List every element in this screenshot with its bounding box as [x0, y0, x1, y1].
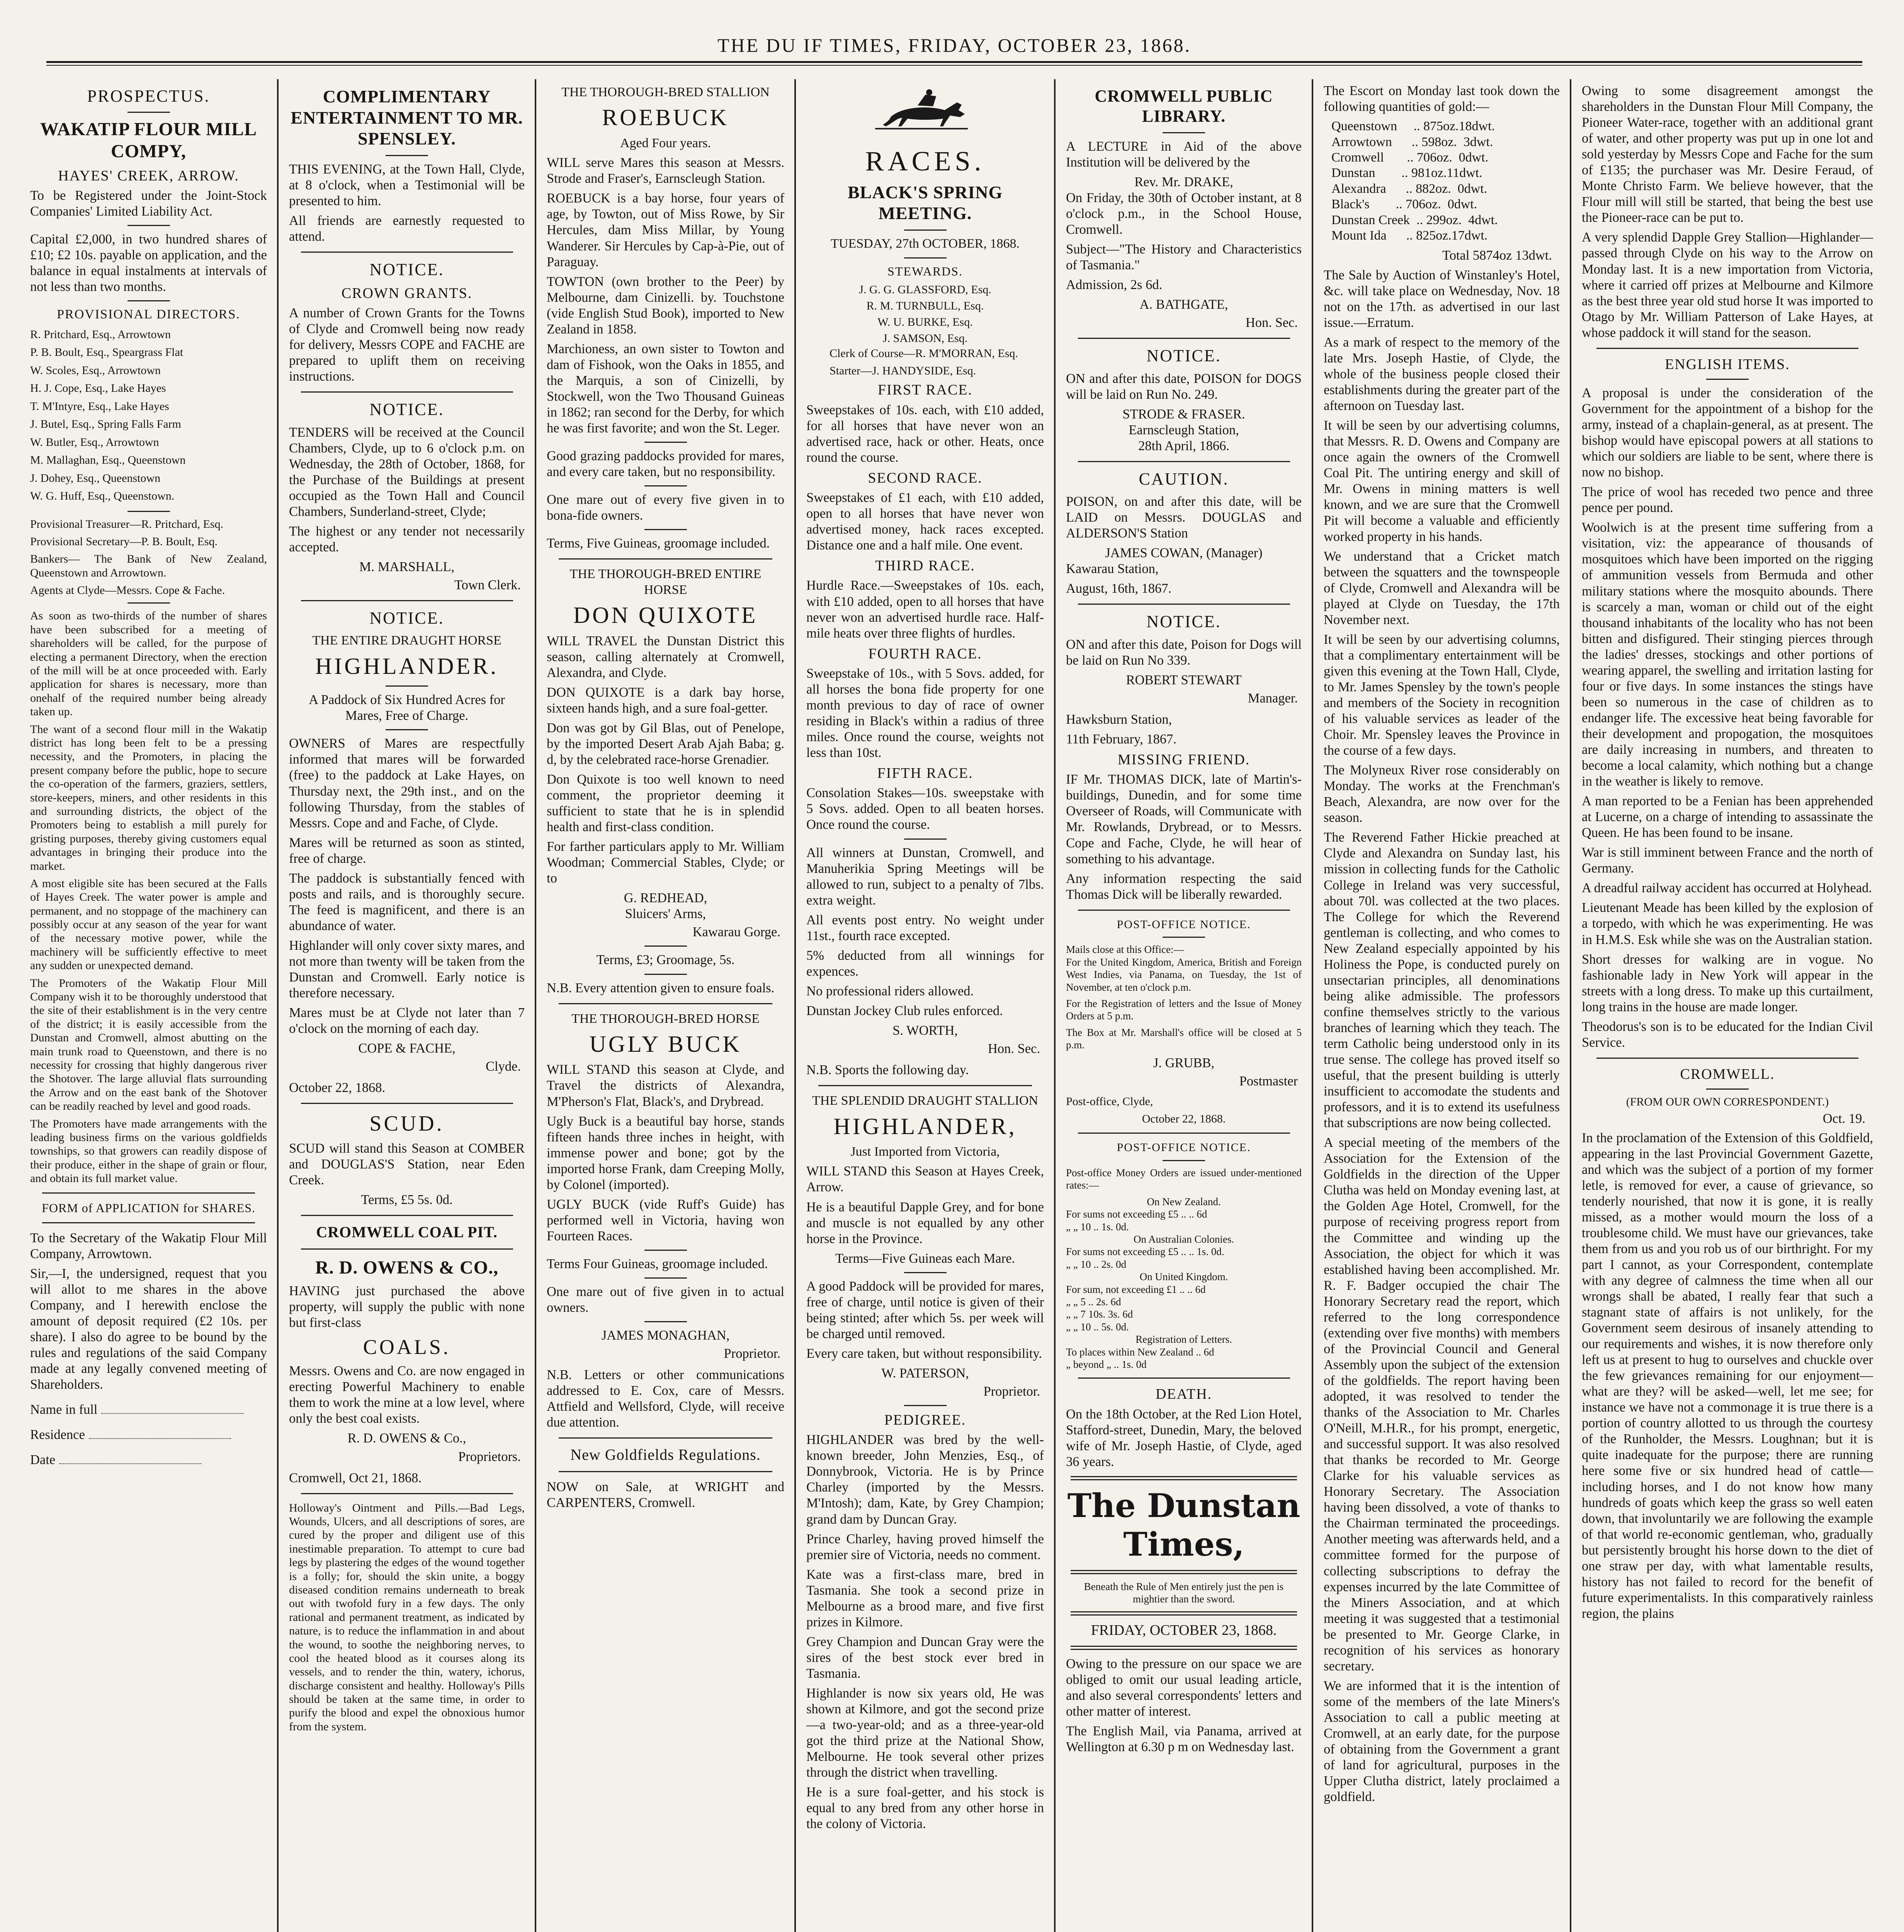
- divider: [904, 838, 947, 840]
- scud-heading: SCUD.: [369, 1112, 444, 1136]
- divider: [1596, 1058, 1859, 1059]
- jockey-club-rule: Dunstan Jockey Club rules enforced.: [806, 1003, 1003, 1018]
- advert-date: October 22, 1868.: [289, 1080, 386, 1095]
- coals-heading: COALS.: [363, 1335, 451, 1359]
- registration-text: To be Registered under the Joint-Stock Companies' Limited Liability Act.: [30, 188, 267, 219]
- fourth-race-heading: FOURTH RACE.: [868, 645, 982, 662]
- bathgate-signature: A. BATHGATE,: [1139, 297, 1228, 312]
- clerk-of-course: Clerk of Course—R. M'MORRAN, Esq.: [830, 347, 1018, 360]
- news-para-8: A special meeting of the members of the Association for the Extension of the Goldfields in the direction of the Upper Clutha was held on Monday evening last, at the Golden Age Hotel, Cromwell, for the purpose of receiving progress report from the Committee and winding up the Association, the object for which it was established having been accomplished. Mr. R. F. Badger occupied the chair The Honorary Secretary read the report, which referred to the long correspondence (extending over five months) with members of the Provincial Council and General Assembly upon the subject of the extension of the goldfields. The report having been adopted, it was resolved to tender the thanks of the Association to Mr. Charles O'Neill, M.H.R., for his prompt, energetic, and successful support. It was also resolved that thanks be recorded to Mr. George Clarke for his valuable services as Honorary Secretary. The Association having been dissolved, a vote of thanks to the Chairman terminated the proceedings. Another meeting was afterwards held, and a committee formed for the purpose of collecting subscriptions to defray the expenses incurred by the late Committee of the Miners Association, and at which meeting it was suggested that a testimonial be presented to Mr. George Clarke, in recognition of his services as honorary secretary.: [1324, 1135, 1560, 1673]
- name-blank: [101, 1413, 243, 1414]
- news-para-6: The Molyneux River rose considerably on Monday. The works at the Frenchman's Beach, Alexandra, are now over for the season.: [1324, 763, 1560, 825]
- aus-rates-heading: On Australian Colonies.: [1133, 1233, 1234, 1245]
- first-race-text: Sweepstakes of 10s. each, with £10 added, for all horses that have never won an advertised race, hack or other. Heats, once round the course.: [806, 402, 1044, 465]
- english-item-3: Woolwich is at the present time suffering from a visitation, viz: the appearance of thousands of mosquitoes which have been imported on the rigging of ammunition vessels from Bermuda and other military stations where the mosquito abounds. There is scarcely a man, woman or child out of the eight thousand inhabitants of the locality who has not been bitten and disfigured. Their stinging pierces through the ladies' dresses, stockings and other portions of wearing apparel, the swelling and irritation lasting for four or five days. In some instances the stings have been so numerous in the case of children as to endanger life. The excessive heat being favorable for their development and propogation, the mosquitoes are daily increasing in numbers, and threaten to become a local calamity, which nothing but a change in the weather is likely to remove.: [1582, 520, 1873, 789]
- company-name: WAKATIP FLOUR MILL COMPY,: [40, 119, 257, 162]
- news-para-7: The Reverend Father Hickie preached at Clyde and Alexandra on Sunday last, his mission in collecting funds for the Catholic College in Ireland was very successful, about 70l. was collected at the two places. The College for which the Reverend gentleman is collecting, and who comes to New Zealand especially appointed by his Holiness the Pope, is conducted purely on unsectarian principles, all denominations being alike admissible. The professors confine themselves strictly to the various branches of learning which they teach. The term Catholic being understood only in its true sense. The college has proved itself so useful, that the present building is utterly insufficient to accomodate the students and professors, and it is to extend its usefulness that subscriptions are now being collected.: [1324, 830, 1560, 1131]
- divider: [1078, 1378, 1290, 1379]
- notice-heading: NOTICE.: [369, 609, 444, 628]
- admission: Admission, 2s 6d.: [1066, 277, 1163, 293]
- escort-intro: The Escort on Monday last took down the following quantities of gold:—: [1324, 83, 1560, 114]
- third-race-heading: THIRD RACE.: [875, 558, 975, 574]
- news-para-1: The Sale by Auction of Winstanley's Hotel, &c. will take place on Wednesday, Nov. 18 not on the 17th. as advertised in our last issue.—Erratum.: [1324, 267, 1560, 330]
- form-residence-line: [30, 1427, 267, 1443]
- entire-draught-heading: THE ENTIRE DRAUGHT HORSE: [312, 633, 502, 648]
- missing-friend-text: IF Mr. THOMAS DICK, late of Martin's-buildings, Dunedin, and for some time Overseer of Roads, will Communicate with Mr. Rowlands, Drybread, or to Messrs. Cope and Fache, Clyde, he will hear of something to his advantage.: [1066, 772, 1302, 866]
- ugly-buck-heading: UGLY BUCK: [589, 1031, 742, 1057]
- highlander-2-heading: HIGHLANDER,: [833, 1113, 1017, 1139]
- form-body: Sir,—I, the undersigned, request that you will allot to me shares in the above Company, and I herewith enclose the amount of deposit required (£2 10s. per share). I also do agree to be bound by the rules and regulations of the said Company made at any legally convened meeting of Shareholders.: [30, 1266, 267, 1392]
- divider: [301, 1215, 513, 1216]
- owens-text: HAVING just purchased the above property, will supply the public with none but first-class: [289, 1283, 525, 1330]
- english-item-6: A dreadful railway accident has occurred at Holyhead.: [1582, 881, 1872, 896]
- column-4: [796, 83, 1054, 1932]
- cowan-signature: JAMES COWAN, (Manager): [1105, 546, 1263, 561]
- column-divider: [535, 79, 536, 1932]
- divider: [1078, 461, 1290, 462]
- monaghan-proprietor: Proprietor.: [724, 1346, 780, 1361]
- stewart-manager: Manager.: [1248, 690, 1298, 706]
- coal-pit-heading: CROMWELL COAL PIT.: [316, 1223, 498, 1241]
- divider: [1078, 1133, 1290, 1134]
- races-heading: RACES.: [865, 146, 985, 177]
- winners-rule: All winners at Dunstan, Cromwell, and Manuherikia Spring Meetings will be allowed to run, subject to a penalty of 7lbs. extra weight.: [806, 845, 1044, 908]
- race-date: TUESDAY, 27th OCTOBER, 1868.: [831, 236, 1020, 251]
- poison-notice-3: ON and after this date, Poison for Dogs will be laid on Run No 339.: [1066, 637, 1302, 668]
- marshall-signature: M. MARSHALL,: [359, 559, 455, 574]
- divider: [128, 602, 170, 604]
- news-para-5: It will be seen by our advertising columns, that a complimentary entertainment will be given this evening at the Town Hall, Clyde, to Mr. James Spensley by the town's people and members of the Society in recognition of his valuable services as leader of the Choir. Mr. Spensley leaves the Province in the course of a few days.: [1324, 632, 1560, 758]
- directors-list: R. Pritchard, Esq., Arrowtown P. B. Boult, Esq., Speargrass Flat W. Scoles, Esq., Arrowtown H. J. Cope, Esq., Lake Hayes T. M'Intyre, Esq., Lake Hayes J. Butel, Esq., Spring Falls Farm W. Butler, Esq., Arrowtown M. Mallaghan, Esq., Queenstown J. Dohey, Esq., Queenstown W. G. Huff, Esq., Queenstown.: [30, 328, 186, 503]
- registration-heading: Registration of Letters.: [1136, 1333, 1232, 1345]
- lecture-subject: Subject—"The History and Characteristics of Tasmania.": [1066, 242, 1302, 273]
- pedigree-p6: He is a sure foal-getter, and his stock is equal to any bred from any other horse in the colony of Victoria.: [806, 1785, 1044, 1832]
- divider: [128, 511, 170, 512]
- death-heading: DEATH.: [1155, 1386, 1212, 1403]
- meeting-heading: BLACK'S SPRING MEETING.: [847, 182, 1003, 223]
- divider: [386, 685, 428, 687]
- tenders-text: TENDERS will be received at the Council Chambers, Clyde, up to 6 o'clock p.m. on Wednesday, the 28th of October, 1868, for the Purchase of the Buildings at present occupied as the Town Hall and Council Chambers, Sunderland-street, Clyde;: [289, 425, 525, 519]
- dq-terms: Terms, £3; Groomage, 5s.: [596, 952, 735, 968]
- registration-rates: To places within New Zealand .. 6d „ beyond „ .. 1s. 0d: [1066, 1346, 1214, 1370]
- gold-total: Total 5874oz 13dwt.: [1442, 248, 1552, 263]
- mares-must: Mares must be at Clyde not later than 7 o'clock on the morning of each day.: [289, 1005, 525, 1036]
- divider: [559, 1471, 773, 1472]
- prospectus-heading: PROSPECTUS.: [87, 87, 210, 105]
- highlander-terms: Terms—Five Guineas each Mare.: [835, 1251, 1015, 1266]
- death-notice: On the 18th October, at the Red Lion Hotel, Stafford-street, Dunedin, Mary, the beloved wife of Mr. Joseph Hastie, of Clyde, aged 36 years.: [1066, 1406, 1302, 1469]
- column-2: [279, 83, 535, 1932]
- date-blank: [59, 1463, 201, 1464]
- prospectus-para-2: The want of a second flour mill in the Wakatip district has long been felt to be a pressing necessity, and the Promoters, in placing the present company before the public, hope to secure the co-operation of the farmers, graziers, settlers, store-keepers, miners, and other residents in this and surrounding districts, the object of the Promoters being to establish a mill purely for gristing purposes, thereby giving customers equal advantages in bringing their produce into the market.: [30, 723, 267, 872]
- drake-name: Rev. Mr. DRAKE,: [1134, 174, 1233, 189]
- poison-notice-2: POISON, on and after this date, will be LAID on Messrs. DOUGLAS and ALDERSON'S Station: [1066, 494, 1302, 541]
- residence-label: Residence: [30, 1427, 85, 1442]
- notice-heading: NOTICE.: [369, 400, 444, 419]
- ugly-buck-subheading: THE THOROUGH-BRED HORSE: [571, 1011, 760, 1026]
- divider: [1163, 1160, 1205, 1161]
- poison-notice-1: ON and after this date, POISON for DOGS will be laid on Run No. 249.: [1066, 371, 1302, 402]
- secretary: Provisional Secretary—P. B. Boult, Esq.: [30, 535, 218, 548]
- roebuck-p4: Marchioness, an own sister to Towton and dam of Fishook, won the Oaks in 1855, and the Marquis, a son of Cinizelli, by Stockwell, won the Two Thousand Guineas in 1862; ran second for the Derby, for which he was first favorite; and won the St. Leger.: [547, 341, 784, 436]
- fourth-race-text: Sweepstake of 10s., with 5 Sovs. added, for all horses the bona fide property for one month previous to day of race of owner residing in Black's within a radius of three miles. Once round the course, weights not less than 10st.: [806, 666, 1044, 760]
- notice-heading: NOTICE.: [1146, 346, 1221, 366]
- missing-friend-reward: Any information respecting the said Thomas Dick will be liberally rewarded.: [1066, 871, 1302, 902]
- divider: [644, 974, 687, 975]
- ub-p4: Terms Four Guineas, groomage included.: [547, 1256, 768, 1271]
- prospectus-para-1: As soon as two-thirds of the number of shares have been subscribed for a meeting of shareholders will be called, for the purpose of electing a permanent Directory, when the erection of the mill will be at once proceeded with. Early application for shares is necessary, more than onehalf of the required number being already taken up.: [30, 609, 267, 718]
- highlander-p3: A good Paddock will be provided for mares, free of charge, until notice is given of their being stinted; after which 5s. per week will be charged until removed.: [806, 1279, 1044, 1341]
- leader-para-2: The English Mail, via Panama, arrived at Wellington at 6.30 p m on Wednesday last.: [1066, 1723, 1302, 1754]
- aus-rates: For sums not exceeding £5 .. .. 1s. 0d. „ „ 10 .. 2s. 0d: [1066, 1246, 1224, 1270]
- post-office-2-heading: POST-OFFICE NOTICE.: [1117, 1141, 1251, 1154]
- mares-returned: Mares will be returned as soon as stinted, free of charge.: [289, 835, 525, 866]
- leader-date: FRIDAY, OCTOBER 23, 1868.: [1091, 1622, 1277, 1639]
- pedigree-p5: Highlander is now six years old, He was shown at Kilmore, and got the second prize—a two-year-old; and as a three-year-old got the third prize at the National Show, Melbourne. He took several other prizes through the district when travelling.: [806, 1685, 1044, 1780]
- divider: [904, 230, 947, 231]
- masthead-title: THE DU IF TIMES, FRIDAY, OCTOBER 23, 1868.: [717, 34, 1191, 56]
- holloway-advert: Holloway's Ointment and Pills.—Bad Legs, Wounds, Ulcers, and all descriptions of sores, are cured by the proper and diligent use of this inestimable preparation. To attempt to cure bad legs by plastering the edges of the wound together is a folly; for, should the skin unite, a boggy diseased condition remains underneath to break out with twofold fury in a few days. The only rational and permanent treatment, as indicated by nature, is to reduce the inflammation in and about the wound, to soothe the neighboring nerves, to cool the heated blood as it courses along its vessels, and to render the thin, watery, ichorus, discharge consistent and healthy. Holloway's Pills should be taken at the same time, in order to purify the blood and expel the obnoxious humor from the system.: [289, 1501, 525, 1733]
- tenders-note: The highest or any tender not necessarily accepted.: [289, 524, 525, 554]
- redhead-signature: G. REDHEAD,: [624, 891, 707, 906]
- divider: [128, 225, 170, 226]
- pedigree-p2: Prince Charley, having proved himself the premier sire of Victoria, needs no comment.: [806, 1531, 1044, 1562]
- pedigree-p4: Grey Champion and Duncan Gray were the sires of the best stock ever bred in Tasmania.: [806, 1634, 1044, 1681]
- divider: [644, 529, 687, 530]
- paddock-text: A Paddock of Six Hundred Acres for Mares, Free of Charge.: [309, 692, 505, 723]
- divider: [1596, 348, 1859, 349]
- divider: [1706, 1088, 1749, 1090]
- treasurer: Provisional Treasurer—R. Pritchard, Esq.: [30, 517, 223, 531]
- divider: [904, 1272, 947, 1273]
- second-race-heading: SECOND RACE.: [868, 469, 983, 486]
- drake-details: On Friday, the 30th of October instant, at 8 o'clock p.m., in the School House, Cromwell.: [1066, 190, 1302, 237]
- divider: [1163, 937, 1205, 938]
- cromwell-heading: CROMWELL.: [1680, 1066, 1775, 1082]
- column-divider: [794, 79, 796, 1932]
- highlander-p1: WILL STAND this Season at Hayes Creek, Arrow.: [806, 1164, 1044, 1195]
- clyde-place: Clyde.: [485, 1059, 521, 1074]
- roebuck-p3: TOWTON (own brother to the Peer) by Melbourne, dam Cinizelli. by. Touchstone (vide English Stud Book), imported to New Zealand in 1858.: [547, 274, 784, 337]
- worth-signature: S. WORTH,: [892, 1023, 958, 1038]
- money-orders-intro: Post-office Money Orders are issued under-mentioned rates:—: [1066, 1167, 1302, 1191]
- earnscleugh-station: Earnscleugh Station,: [1129, 422, 1239, 437]
- lecture-text: A LECTURE in Aid of the above Institution will be delivered by the: [1066, 139, 1302, 170]
- divider: [644, 1277, 687, 1279]
- ub-p1: WILL STAND this season at Clyde, and Travel the districts of Alexandra, M'Pherson's Flat, Black's, and Drybread.: [547, 1062, 784, 1109]
- bankers: Bankers— The Bank of New Zealand, Queenstown and Arrowtown.: [30, 553, 267, 579]
- correspondent-letter: In the proclamation of the Extension of this Goldfield, appearing in the last Provincial Government Gazette, and which was the subject of a portion of my former letle, is removed for ever, a cause of grievance, so tenderly nourished, that now it is gone, it is really missed, as a mother would mourn the loss of a troublesome child. We must have our grievances, take them from us and you rob us of our birthright. For my part I cannot, as your Correspondent, contemplate with any degree of calmness the time when all our wrongs shall be abated, I really fear that such a stagnant state of affairs is not unlikely, for the Government seem desirous of insanely attending to our requirements and wishes, it is now therefore only left us at present to hug to ourselves and chuckle over the few grievances remaining for our enjoyment—what are they? will be asked—well, let me see; for instance we have not a commonage it is true there is a portion of country allotted to us through the courtesy of the Runholder, the Messrs. Loughnan; but it is quite inadequate for the purpose; there are running here some five or six hundred head of cattle—including horses, and I do not know how many hundreds of goats which keep the grass so well eaten down, that involuntarily we are following the example of that world re-economic gentleman, who, gradually but persistently brought his horse down to the diet of one straw per day, with what lamentable results, history has not failed to record for the benefit of future experimentalists. In this comparatively rainless region, the plains: [1582, 1130, 1873, 1621]
- dq-p4: Don Quixote is too well known to need comment, the proprietor deeming it sufficient to state that he is in splendid health and first-class condition.: [547, 772, 784, 835]
- pedigree-p1: HIGHLANDER was bred by the well-known breeder, John Menzies, Esq., of Donnybrook, Victoria. He is by Prince Charley (imported by the Messrs. M'Intosh); dam, Kate, by Grey Champion; grand dam by Duncan Gray.: [806, 1432, 1044, 1527]
- highlander-p2: He is a beautiful Dapple Grey, and for bone and muscle is not equalled by any other horse in the Province.: [806, 1199, 1044, 1246]
- notice-heading: NOTICE.: [369, 260, 444, 279]
- paterson-signature: W. PATERSON,: [881, 1366, 969, 1381]
- dunstan-times-nameplate: The Dunstan Times,: [1067, 1486, 1300, 1563]
- divider: [559, 1437, 773, 1439]
- masthead-rule: [46, 61, 1862, 63]
- prospectus-para-3: A most eligible site has been secured at the Falls of Hayes Creek. The water power is ample and permanent, and no stoppage of the machinery can possibly occur at any season of the year for want of the necessary motive power, while the machinery will be sufficiently effective to meet any sudden or unexpected demand.: [30, 877, 267, 972]
- pedigree-p3: Kate was a first-class mare, bred in Tasmania. She took a second prize in Melbourne as a brood mare, and five first prizes in Kilmore.: [806, 1567, 1044, 1629]
- kawarau-date: August, 16th, 1867.: [1066, 581, 1172, 596]
- dq-p2: DON QUIXOTE is a dark bay horse, sixteen hands high, and a sure foal-getter.: [547, 685, 784, 716]
- riders-rule: No professional riders allowed.: [806, 983, 974, 998]
- english-items-heading: ENGLISH ITEMS.: [1665, 356, 1790, 372]
- third-race-text: Hurdle Race.—Sweepstakes of 10s. each, with £10 added, open to all horses that have never won an advertised hurdle race. Half-mile heats over three flights of hurdles.: [806, 578, 1044, 641]
- divider: [301, 1103, 513, 1104]
- missing-friend-heading: MISSING FRIEND.: [1117, 752, 1250, 768]
- divider: [1071, 1646, 1297, 1650]
- dq-p5: For farther particulars apply to Mr. William Woodman; Commercial Stables, Clyde; or to: [547, 839, 784, 886]
- divider: [904, 1405, 947, 1406]
- divider: [1078, 604, 1290, 605]
- stewards-list: J. G. G. GLASSFORD, Esq. R. M. TURNBULL, Esq. W. U. BURKE, Esq. J. SAMSON, Esq.: [859, 283, 991, 345]
- divider: [1071, 1611, 1297, 1616]
- divider: [1071, 1476, 1297, 1480]
- post-office-clyde: Post-office, Clyde,: [1066, 1095, 1153, 1108]
- paddock-fenced: The paddock is substantially fenced with posts and rails, and is thoroughly secure. The feed is magnificent, and there is an abundance of water.: [289, 871, 525, 933]
- post-office-heading: POST-OFFICE NOTICE.: [1117, 918, 1251, 931]
- masthead-rule-thin: [46, 65, 1862, 66]
- divider: [1078, 338, 1290, 339]
- news-para-2: As a mark of respect to the memory of the late Mrs. Joseph Hastie, of Clyde, the whole of the business people closed their establishments during the greater part of the afternoon on Tuesday last.: [1324, 335, 1560, 413]
- dq-subheading: THE THOROUGH-BRED ENTIRE HORSE: [570, 567, 762, 597]
- english-item-9: Theodorus's son is to be educated for the Indian Civil Service.: [1582, 1019, 1873, 1050]
- entertainment-request: All friends are earnestly requested to attend.: [289, 213, 525, 244]
- bathgate-hon-sec: Hon. Sec.: [1245, 315, 1298, 330]
- roebuck-p2: ROEBUCK is a bay horse, four years of age, by Towton, out of Miss Rowe, by Sir Hercules, dam Miss Millar, by Young Wanderer. Sir Hercules by Cap-à-Pie, out of Paraguay.: [547, 191, 784, 269]
- dispatch-date: Oct. 19.: [1822, 1111, 1865, 1126]
- english-item-8: Short dresses for walking are in vogue. No fashionable lady in New York will appear in the streets with a long dress. To make up this curtailment, long trains in the house are made longer.: [1582, 952, 1873, 1014]
- caution-heading: CAUTION.: [1139, 469, 1229, 488]
- worth-hon-sec: Hon. Sec.: [988, 1041, 1040, 1056]
- form-addressee: To the Secretary of the Wakatip Flour Mill Company, Arrowtown.: [30, 1230, 267, 1261]
- english-item-7: Lieutenant Meade has been killed by the explosion of a torpedo, with which he was experimenting. He was in H.M.S. Esk while she was on the Australian station.: [1582, 900, 1873, 947]
- divider: [644, 442, 687, 443]
- column-divider: [1570, 79, 1571, 1932]
- owens-signature: R. D. OWENS & Co.,: [347, 1431, 466, 1446]
- crown-grants-heading: CROWN GRANTS.: [341, 285, 473, 301]
- post-office-date: October 22, 1868.: [1142, 1112, 1226, 1125]
- library-heading: CROMWELL PUBLIC LIBRARY.: [1095, 87, 1273, 126]
- scud-terms: Terms, £5 5s. 0d.: [361, 1192, 453, 1208]
- leader-para-1: Owing to the pressure on our space we are obliged to omit our usual leading article, and also several correspondents' letters and other matter of interest.: [1066, 1656, 1302, 1719]
- pedigree-heading: PEDIGREE.: [884, 1412, 966, 1429]
- box-closing: The Box at Mr. Marshall's office will be closed at 5 p.m.: [1066, 1026, 1302, 1051]
- racehorse-icon: [867, 83, 983, 141]
- capital-text: Capital £2,000, in two hundred shares of £10; £2 10s. payable on application, and the balance in equal instalments at intervals of not less than two months.: [30, 231, 267, 294]
- divider: [1706, 379, 1749, 380]
- entertainment-text: THIS EVENING, at the Town Hall, Clyde, at 8 o'clock, when a Testimonial will be presented to him.: [289, 162, 525, 209]
- column-6: [1314, 83, 1570, 1932]
- column-3: [537, 83, 794, 1932]
- column-divider: [1054, 79, 1056, 1932]
- divider: [128, 300, 170, 301]
- cover-text: Highlander will only cover sixty mares, and not more than twenty will be taken from the Dunstan and Cromwell. Early notice is therefore necessary.: [289, 938, 525, 1001]
- sports-note: N.B. Sports the following day.: [806, 1063, 969, 1078]
- divider: [386, 729, 428, 730]
- goldfields-regs-text: NOW on Sale, at WRIGHT and CARPENTERS, Cromwell.: [547, 1479, 784, 1510]
- divider: [644, 946, 687, 947]
- roebuck-p7: Terms, Five Guineas, groomage included.: [547, 536, 770, 551]
- stewart-signature: ROBERT STEWART: [1126, 672, 1242, 687]
- ub-p5: One mare out of five given in to actual owners.: [547, 1284, 784, 1315]
- dq-p3: Don was got by Gil Blas, out of Penelope, by the imported Desert Arab Ajah Baba; g. d, by the celebrated race-horse Grenadier.: [547, 720, 784, 767]
- divider: [1163, 132, 1205, 133]
- sluicers-arms: Sluicers' Arms,: [625, 906, 706, 922]
- divider: [1078, 910, 1290, 911]
- divider: [42, 1222, 255, 1223]
- uk-rates: For sum, not exceeding £1 .. .. 6d „ „ 5 .. 2s. 6d „ „ 7 10s. 3s. 6d „ „ 10 .. 5s. 0d.: [1066, 1283, 1206, 1333]
- nz-rates: For sums not exceeding £5 .. .. 6d „ „ 10 .. 1s. 0d.: [1066, 1208, 1207, 1233]
- ub-nb: N.B. Letters or other communications addressed to E. Cox, care of Messrs. Attfield and Wellsford, Clyde, will receive due attention.: [547, 1367, 784, 1430]
- kawarau-gorge: Kawarau Gorge.: [692, 925, 780, 940]
- coals-text: Messrs. Owens and Co. are now engaged in erecting Powerful Machinery to enable them to work the mine at a low level, where only the best coal exists.: [289, 1364, 525, 1426]
- divider: [818, 1085, 1032, 1086]
- divider: [128, 112, 170, 113]
- fifth-race-text: Consolation Stakes—10s. sweepstake with 5 Sovs. added. Open to all beaten horses. Once round the course.: [806, 786, 1044, 832]
- roebuck-age: Aged Four years.: [620, 136, 711, 150]
- divider: [559, 1003, 773, 1004]
- highlander-heading: HIGHLANDER.: [315, 653, 499, 679]
- divider: [904, 257, 947, 259]
- masthead: [46, 15, 1862, 66]
- news-para-9: We are informed that it is the intention of some of the members of the late Miners's Association to call a public meeting at Cromwell, at an early date, for the purpose of obtaining from the Government a grant of land for agricultural, purposes in the Upper Clutha district, lately proclaimed a goldfield.: [1324, 1678, 1560, 1804]
- grubb-postmaster: Postmaster: [1239, 1073, 1298, 1088]
- form-heading: FORM of APPLICATION for SHARES.: [42, 1201, 255, 1215]
- divider: [301, 391, 513, 393]
- form-date-line: [30, 1452, 267, 1468]
- divider: [644, 485, 687, 486]
- grubb-signature: J. GRUBB,: [1153, 1055, 1215, 1070]
- agents: Agents at Clyde—Messrs. Cope & Fache.: [30, 584, 225, 597]
- entries-rule: All events post entry. No weight under 11st., fourth race excepted.: [806, 912, 1044, 943]
- ub-p3: UGLY BUCK (vide Ruff's Guide) has performed well in Victoria, having won Fourteen Races.: [547, 1197, 784, 1243]
- english-item-1: A proposal is under the consideration of the Government for the appointment of a bishop for the army, instead of a chaplain-general, as at present. The bishop would have episcopal powers at all stations to which our soldiers are liable to be sent, where there is now no bishop.: [1582, 385, 1873, 480]
- dq-nb: N.B. Every attention given to ensure foals.: [547, 980, 775, 995]
- company-location: HAYES' CREEK, ARROW.: [58, 167, 239, 184]
- directors-heading: PROVISIONAL DIRECTORS.: [57, 307, 240, 322]
- date-label: Date: [30, 1452, 56, 1468]
- goldfields-regs-heading: New Goldfields Regulations.: [570, 1446, 761, 1464]
- news-para-3: It will be seen by our advertising columns, that Messrs. R. D. Owens and Company are once again the owners of the Cromwell Coal Pit. The untiring energy and skill of Mr. Owens in mining matters is well known, and we are sure that the Cromwell Pit will become a valuable and efficiently worked property in his hands.: [1324, 418, 1560, 544]
- roebuck-p5: Good grazing paddocks provided for mares, and every care taken, but no responsibility.: [547, 449, 784, 480]
- notice-heading: NOTICE.: [1146, 612, 1221, 631]
- divider: [301, 252, 513, 253]
- owens-heading: R. D. OWENS & CO.,: [315, 1257, 499, 1278]
- divider: [42, 1192, 255, 1194]
- dq-p1: WILL TRAVEL the Dunstan District this season, calling alternately at Cromwell, Alexandra, and Clyde.: [547, 633, 784, 680]
- hawksburn-date: 11th February, 1867.: [1066, 732, 1176, 747]
- earnscleugh-date: 28th April, 1866.: [1138, 438, 1229, 453]
- roebuck-heading: ROEBUCK: [602, 105, 729, 131]
- english-item-5: War is still imminent between France and the north of Germany.: [1582, 845, 1873, 876]
- form-name-line: [30, 1402, 267, 1418]
- monaghan-signature: JAMES MONAGHAN,: [601, 1328, 730, 1343]
- cromwell-date: Cromwell, Oct 21, 1868.: [289, 1470, 422, 1485]
- roebuck-p1: WILL serve Mares this season at Messrs. Strode and Fraser's, Earnscleugh Station.: [547, 155, 784, 186]
- entertainment-heading: COMPLIMENTARY ENTERTAINMENT TO MR. SPENSLEY.: [291, 87, 523, 149]
- crown-grants-text: A number of Crown Grants for the Towns of Clyde and Cromwell being now ready for delivery, Messrs COPE and FACHE are prepared to uplift them on receiving instructions.: [289, 306, 525, 384]
- ub-p2: Ugly Buck is a beautiful bay horse, stands fifteen hands three inches in height, with immense power and bone; got by the imported horse Frank, dam Creeping Molly, by Colonel (imported).: [547, 1114, 784, 1192]
- column-divider: [277, 79, 279, 1932]
- imported-from: Just Imported from Victoria,: [850, 1144, 1000, 1159]
- gold-table: Queenstown .. 875oz.18dwt. Arrowtown .. 598oz. 3dwt. Cromwell .. 706oz. 0dwt. Dunstan .. 981oz.11dwt. Alexandra .. 882oz. 0dwt. Black's .. 706oz. 0dwt. Dunstan Creek .. 299oz. 4dwt. Mount Ida .. 825oz.17dwt.: [1331, 119, 1498, 243]
- residence-blank: [89, 1438, 231, 1439]
- owens-proprietors: Proprietors.: [458, 1449, 521, 1464]
- news-para-4: We understand that a Cricket match between the squatters and the townspeople of Clyde, Cromwell and Alexandra will be played at Clyde on Tuesday, the 17th November next.: [1324, 549, 1560, 627]
- stallion-news: A very splendid Dapple Grey Stallion—Highlander—passed through Clyde on his way to the Arrow on Monday last. It is a new importation from Victoria, where it carried off prizes at Melbourne and Kilmore as the best three year old stud horse It was imported to Otago by Mr. William Patterson of Lake Hayes, at whose paddock it will stand for the season.: [1582, 230, 1873, 340]
- divider: [1071, 1570, 1297, 1574]
- flour-mill-sale: Owing to some disagreement amongst the shareholders in the Dunstan Flour Mill Company, the Pioneer Water-race, together with an additional grant of water, and other property was put up in one lot and sold yesterday by Messrs Cope and Fache for the sum of £135; the purchaser was Mr. Desire Feraud, of Monte Christo Farm. We believe however, that the Flour mill will still be started, that being the best use the Pioneer-race can be put to.: [1582, 83, 1873, 225]
- town-clerk: Town Clerk.: [454, 578, 521, 593]
- column-5: [1056, 83, 1312, 1932]
- english-item-4: A man reported to be a Fenian has been apprehended at Lucerne, on a charge of intending to assassinate the Queen. He has been found to be insane.: [1582, 794, 1873, 840]
- paterson-proprietor: Proprietor.: [983, 1384, 1040, 1399]
- column-1: [20, 83, 277, 1932]
- strode-fraser: STRODE & FRASER.: [1122, 406, 1245, 422]
- fifth-race-heading: FIFTH RACE.: [877, 765, 973, 782]
- stewards-heading: STEWARDS.: [887, 264, 963, 278]
- roebuck-p6: One mare out of every five given in to bona-fide owners.: [547, 492, 784, 523]
- name-label: Name in full: [30, 1402, 98, 1417]
- divider: [559, 558, 773, 560]
- cope-fache-signature: COPE & FACHE,: [358, 1041, 456, 1056]
- first-race-heading: FIRST RACE.: [877, 382, 973, 398]
- highlander-p4: Every care taken, but without responsibility.: [806, 1346, 1042, 1361]
- column-7: [1572, 83, 1889, 1932]
- starter: Starter—J. HANDYSIDE, Esq.: [830, 364, 976, 378]
- paper-motto: Beneath the Rule of Men entirely just the pen is mightier than the sword.: [1084, 1580, 1284, 1605]
- scud-text: SCUD will stand this Season at COMBER and DOUGLAS'S Station, near Eden Creek.: [289, 1141, 525, 1188]
- prospectus-para-5: The Promoters have made arrangements with the leading business firms on the various goldfields townships, so that growers can readily dispose of their produce, either in the shape of grain or flour, and obtain its full market value.: [30, 1117, 267, 1185]
- divider: [301, 1248, 513, 1250]
- prospectus-para-4: The Promoters of the Wakatip Flour Mill Company wish it to be thoroughly understood that the site of their establishment is in the very centre of the district; it is easily accessible from the Dunstan and Cromwell, almost abutting on the main trunk road to Queenstown, and there is no necessity for crossing that highly dangerous river the Shotover. The large alluvial flats surrounding the Arrow and on the east bank of the Shotover can be readily reached by level and good roads.: [30, 976, 267, 1113]
- don-quixote-heading: DON QUIXOTE: [573, 602, 758, 628]
- english-item-2: The price of wool has receded two pence and three pence per pound.: [1582, 485, 1873, 515]
- deduction-rule: 5% deducted from all winnings for expences.: [806, 948, 1044, 979]
- divider: [644, 1250, 687, 1251]
- mails-close: Mails close at this Office:— For the United Kingdom, America, British and Foreign West Indies, via Panama, on Tuesday, the 1st of November, at ten o'clock p.m.: [1066, 944, 1302, 993]
- owners-text: OWNERS of Mares are respectfully informed that mares will be forwarded (free) to the paddock at Lake Hayes, on Thursday next, the 29th inst., and on the following Thursday, from the stables of Messrs. Cope and and Fache, of Clyde.: [289, 736, 525, 830]
- roebuck-subheading: THE THOROUGH-BRED STALLION: [561, 85, 770, 99]
- divider: [301, 1493, 513, 1494]
- column-divider: [1312, 79, 1313, 1932]
- nz-rates-heading: On New Zealand.: [1147, 1196, 1221, 1208]
- divider: [644, 1321, 687, 1322]
- correspondent-byline: (FROM OUR OWN CORRESPONDENT.): [1626, 1095, 1829, 1109]
- divider: [301, 600, 513, 601]
- registration-hours: For the Registration of letters and the Issue of Money Orders at 5 p.m.: [1066, 997, 1302, 1022]
- kawarau-station: Kawarau Station,: [1066, 561, 1159, 577]
- hawksburn-station: Hawksburn Station,: [1066, 712, 1172, 727]
- divider: [386, 155, 428, 156]
- uk-rates-heading: On United Kingdom.: [1139, 1271, 1228, 1283]
- second-race-text: Sweepstakes of £1 each, with £10 added, open to all horses that have never won advertised money, hack races excepted. Distance one and a half mile. One event.: [806, 490, 1044, 553]
- splendid-stallion-subheading: THE SPLENDID DRAUGHT STALLION: [812, 1094, 1038, 1108]
